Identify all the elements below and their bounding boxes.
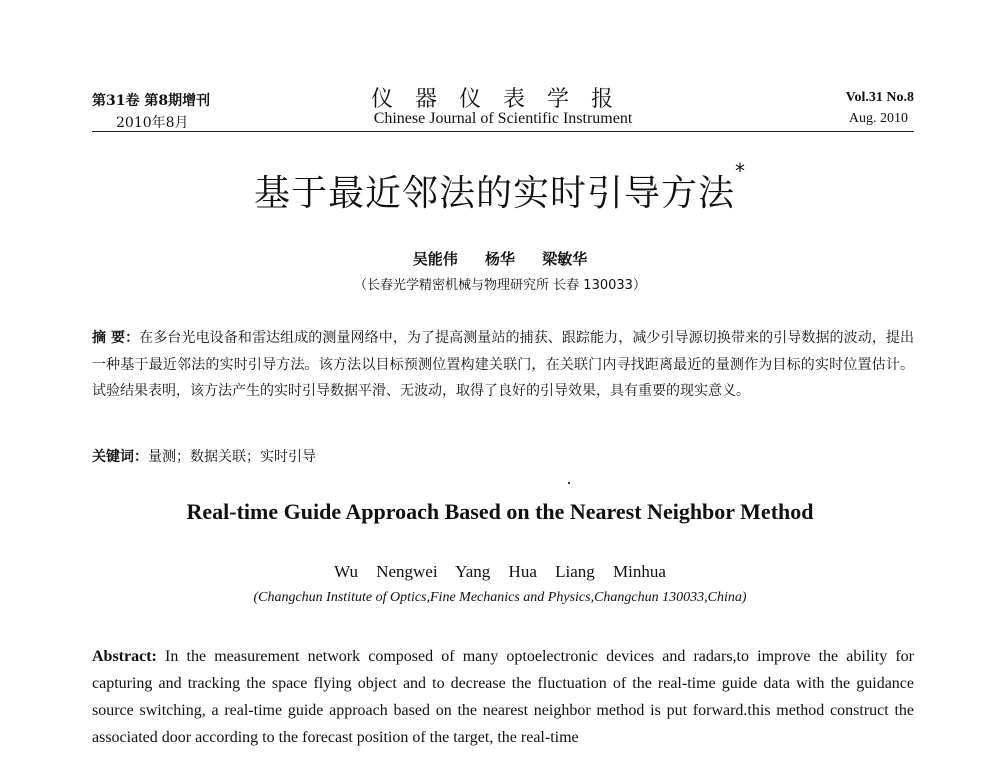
keywords-cn-text: 量测；数据关联；实时引导 [148, 449, 316, 465]
stray-dot [568, 482, 570, 484]
journal-header [92, 86, 914, 132]
abstract-en-text: In the measurement network composed of many optoelectronic devices and radars,to improve the ability for capturing and tracking the space flying object and to decrease the fluctuation of the real-time guide data with the guidance source switching, a real-time guide approach based on the nearest neighbor method is put forward.this method construct the associated door according to the forecast position of the target, the real-time [92, 648, 914, 746]
date-en: Aug. 2010 [848, 111, 908, 126]
keywords-cn [92, 446, 316, 466]
affiliation-en: (Changchun Institute of Optics,Fine Mechanics and Physics,Changchun 130033,China) [253, 590, 747, 605]
affiliation-cn: （长春光学精密机械与物理研究所 长春 130033） [354, 278, 646, 293]
abstract-cn [92, 325, 914, 405]
paper-title-cn [0, 159, 1000, 216]
volume-issue-en: Vol.31 No.8 [845, 90, 914, 105]
authors-en: Wu Nengwei Yang Hua Liang Minhua [334, 562, 666, 581]
journal-name-cn: 仪器仪表学报 [370, 87, 635, 112]
volume-issue-cn: 第31卷 第8期增刊 [92, 93, 211, 109]
abstract-cn-text: 在多台光电设备和雷达组成的测量网络中，为了提高测量站的捕获、跟踪能力，减少引导源切换带来的引导数据的波动，提出一种基于最近邻法的实时引导方法。该方法以目标预测位置构建关联门，在关联门内寻找距离最近的量测作为目标的实时位置估计。试验结果表明，该方法产生的实时引导数据平滑、无波动，取得了良好的引导效果，具有重要的现实意义。 [92, 330, 915, 399]
abstract-en [92, 643, 914, 751]
abstract-cn-label: 摘 要： [92, 330, 140, 346]
paper-title-cn-text: 基于最近邻法的实时引导方法 [253, 173, 735, 214]
date-cn: 2010年8月 [116, 115, 189, 131]
abstract-en-label: Abstract: [92, 648, 157, 665]
journal-name-en: Chinese Journal of Scientific Instrument [373, 110, 633, 127]
title-footnote-mark: * [735, 159, 746, 183]
keywords-cn-label: 关键词： [92, 449, 148, 465]
authors-cn: 吴能伟 杨华 梁敏华 [412, 250, 588, 268]
paper-title-en: Real-time Guide Approach Based on the Nearest Neighbor Method [186, 499, 814, 524]
